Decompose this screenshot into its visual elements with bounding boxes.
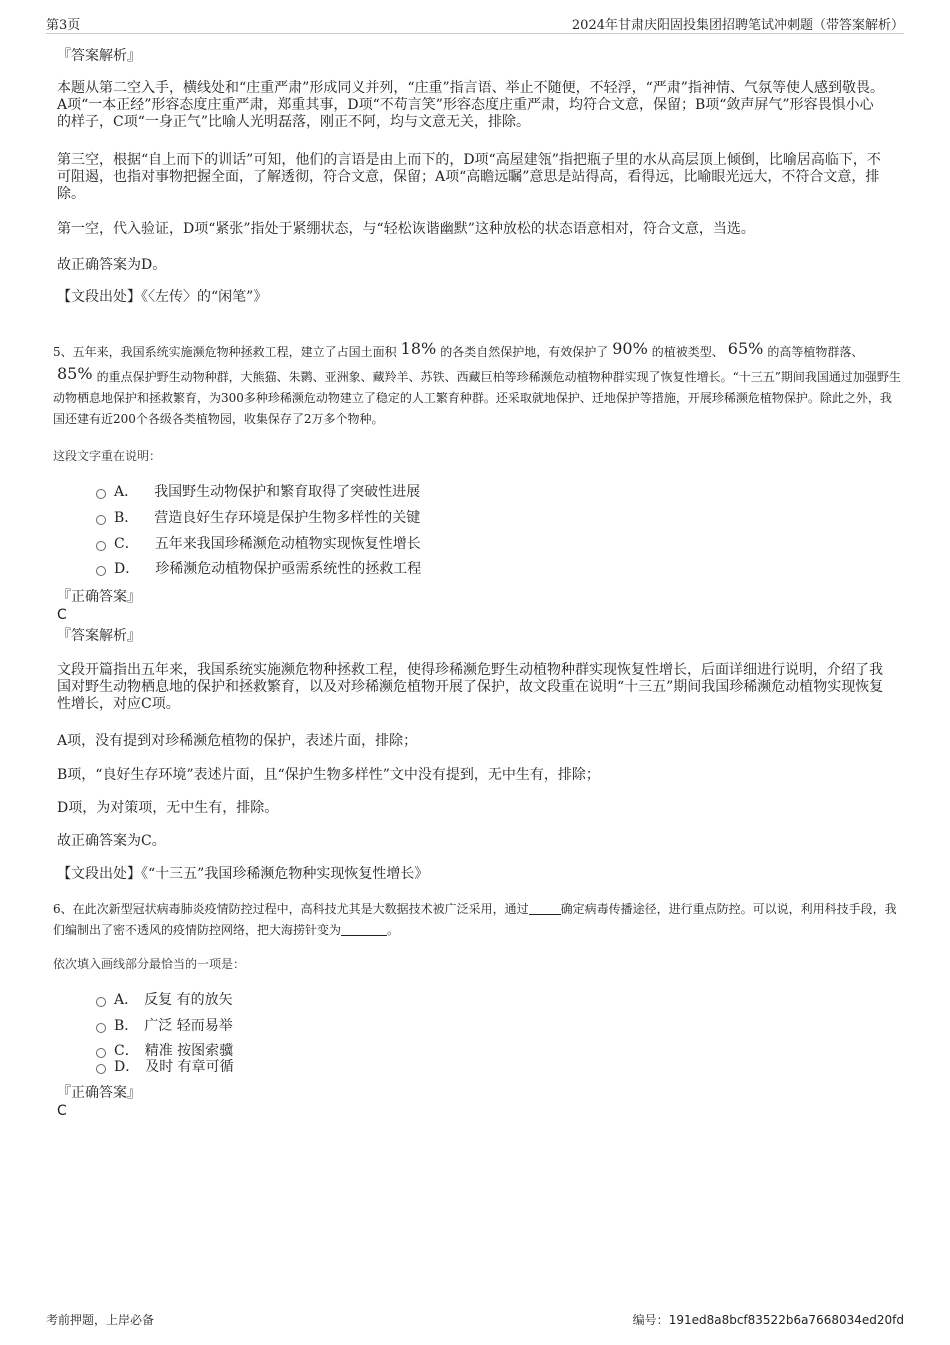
q6-answer: C bbox=[57, 1103, 67, 1119]
page-number: 第3页 bbox=[46, 18, 81, 33]
footer-slogan: 考前押题，上岸必备 bbox=[46, 1313, 155, 1327]
q5-analysis-para3: B项，“良好生存环境”表述片面，且“保护生物多样性”文中没有提到，无中生有，排除； bbox=[57, 767, 600, 783]
q5-answer: C bbox=[57, 607, 67, 623]
radio-icon[interactable] bbox=[96, 1048, 106, 1058]
fill-blank[interactable] bbox=[529, 903, 561, 915]
radio-icon[interactable] bbox=[96, 566, 106, 576]
option-letter: B． bbox=[114, 1018, 139, 1034]
option-text: 反复 有的放矢 bbox=[144, 992, 233, 1008]
q6-prompt: 依次填入画线部分最恰当的一项是： bbox=[53, 957, 246, 971]
option-text: 珍稀濒危动植物保护亟需系统性的拯救工程 bbox=[155, 561, 422, 577]
footer-serial bbox=[633, 1311, 904, 1328]
option-text: 营造良好生存环境是保护生物多样性的关键 bbox=[154, 510, 421, 526]
option-letter: D． bbox=[114, 561, 140, 577]
option-text: 我国野生动物保护和繁育取得了突破性进展 bbox=[154, 484, 421, 500]
q5-option-d[interactable] bbox=[96, 560, 421, 578]
q5-percent: 85% bbox=[57, 364, 93, 383]
q5-analysis-para1: 文段开篇指出五年来，我国系统实施濒危物种拯救工程，使得珍稀濒危野生动植物种群实现恢复性增长，后面详细进行说明，介绍了我国对野生动物栖息地的保护和拯救繁育，以及对珍稀濒危植物开展了保护，故文段重在说明“十三五”期间我国珍稀濒危动植物实现恢复性增长，对应C项。 bbox=[57, 662, 884, 712]
q5-percent: 65% bbox=[727, 339, 764, 358]
radio-icon[interactable] bbox=[96, 515, 106, 525]
q4-analysis-para1: 本题从第二空入手，横线处和“庄重严肃”形成同义并列，“庄重”指言语、举止不随便，不轻浮，“严肃”指神情、气氛等使人感到敬畏。A项“一本正经”形容态度庄重严肃，郑重其事，D项“不苟言笑”形容态度庄重严肃，均符合文意，保留；B项“敛声屏气”形容畏惧小心的样子，C项“一身正气”比喻人光明磊落，刚正不阿，均与文意无关，排除。 bbox=[57, 80, 884, 130]
option-text: 广泛 轻而易举 bbox=[144, 1018, 233, 1034]
option-text: 精准 按图索骥 bbox=[144, 1043, 234, 1059]
radio-icon[interactable] bbox=[96, 489, 106, 499]
option-letter: C． bbox=[114, 536, 139, 552]
option-letter: C． bbox=[114, 1043, 139, 1059]
q5-stem-text: 的植被类型、 bbox=[651, 345, 724, 359]
page-header bbox=[46, 14, 904, 34]
q6-stem-text: 6、在此次新型冠状病毒肺炎疫情防控过程中，高科技尤其是大数据技术被广泛采用，通过 bbox=[53, 902, 529, 916]
q5-option-a[interactable] bbox=[96, 483, 420, 501]
serial-number: 191ed8a8bcf83522b6a7668034ed20fd bbox=[668, 1313, 904, 1327]
option-text: 五年来我国珍稀濒危动植物实现恢复性增长 bbox=[154, 536, 421, 552]
q5-analysis-para4: D项，为对策项，无中生有，排除。 bbox=[57, 800, 279, 816]
q5-stem-text: 的重点保护野生动物种群，大熊猫、朱鹮、亚洲象、藏羚羊、苏铁、西藏巨柏等珍稀濒危动植物种群实现了恢复性增长。“十三五”期间我国通过加强野生动物栖息地保护和拯救繁育，为300多种珍稀濒危动物建立了稳定的人工繁育种群。还采取就地保护、迁地保护等措施，开展珍稀濒危植物保护。除此之外，我国还建有近200个各级各类植物园，收集保存了2万多个物种。 bbox=[53, 370, 901, 426]
q4-analysis-para4: 故正确答案为D。 bbox=[57, 257, 167, 273]
radio-icon[interactable] bbox=[96, 1023, 106, 1033]
q5-analysis-para5: 故正确答案为C。 bbox=[57, 833, 166, 849]
fill-blank[interactable] bbox=[341, 924, 387, 936]
q6-option-b[interactable] bbox=[96, 1017, 233, 1035]
q4-analysis-label: 『答案解析』 bbox=[57, 48, 141, 64]
q5-prompt: 这段文字重在说明： bbox=[53, 449, 162, 463]
q5-percent: 18% bbox=[400, 339, 437, 358]
q6-option-d[interactable] bbox=[96, 1058, 234, 1076]
q4-analysis-para3: 第一空，代入验证，D项“紧张”指处于紧绷状态，与“轻松诙谐幽默”这种放松的状态语意相对，符合文意，当选。 bbox=[57, 221, 755, 237]
option-letter: D． bbox=[114, 1059, 140, 1075]
q5-answer-label: 『正确答案』 bbox=[57, 589, 141, 605]
q6-option-a[interactable] bbox=[96, 991, 233, 1009]
option-letter: A． bbox=[114, 484, 139, 500]
serial-label: 编号： bbox=[632, 1313, 669, 1327]
q6-stem bbox=[53, 899, 901, 941]
q6-stem-text: 确定病毒传播途径，进行重点防控。可以说，利用科技手段，我们编制出了密不透风的疫情防控网络，把大海捞针变为 bbox=[53, 902, 897, 937]
option-letter: A． bbox=[114, 992, 139, 1008]
q4-source: 【文段出处】《〈左传〉的“闲笔”》 bbox=[57, 289, 268, 305]
q5-option-b[interactable] bbox=[96, 509, 420, 527]
radio-icon[interactable] bbox=[96, 997, 106, 1007]
q6-stem-text: 。 bbox=[387, 923, 400, 937]
q5-source: 【文段出处】《“十三五”我国珍稀濒危物种实现恢复性增长》 bbox=[57, 866, 429, 882]
q4-analysis-para2: 第三空，根据“自上而下的训话”可知，他们的言语是由上而下的，D项“高屋建瓴”指把瓶子里的水从高层顶上倾倒，比喻居高临下，不可阻遏，也指对事物把握全面，了解透彻，符合文意，保留；A项“高瞻远瞩”意思是站得高，看得远，比喻眼光远大，不符合文意，排除。 bbox=[57, 152, 881, 202]
q5-percent: 90% bbox=[612, 339, 648, 358]
q5-option-c[interactable] bbox=[96, 535, 421, 553]
page-footer bbox=[46, 1311, 904, 1331]
q5-stem-text: 的高等植物群落、 bbox=[767, 345, 864, 359]
q5-stem-text: 5、五年来，我国系统实施濒危物种拯救工程，建立了占国土面积 bbox=[53, 345, 397, 359]
q5-stem bbox=[53, 338, 901, 430]
q5-analysis-label: 『答案解析』 bbox=[57, 628, 141, 644]
option-letter: B． bbox=[114, 510, 139, 526]
q5-stem-text: 的各类自然保护地，有效保护了 bbox=[440, 345, 609, 359]
option-text: 及时 有章可循 bbox=[145, 1059, 234, 1075]
radio-icon[interactable] bbox=[96, 541, 106, 551]
radio-icon[interactable] bbox=[96, 1064, 106, 1074]
q5-analysis-para2: A项，没有提到对珍稀濒危植物的保护，表述片面，排除； bbox=[57, 733, 418, 749]
document-title: 2024年甘肃庆阳固投集团招聘笔试冲刺题（带答案解析） bbox=[571, 18, 904, 33]
q6-answer-label: 『正确答案』 bbox=[57, 1085, 141, 1101]
